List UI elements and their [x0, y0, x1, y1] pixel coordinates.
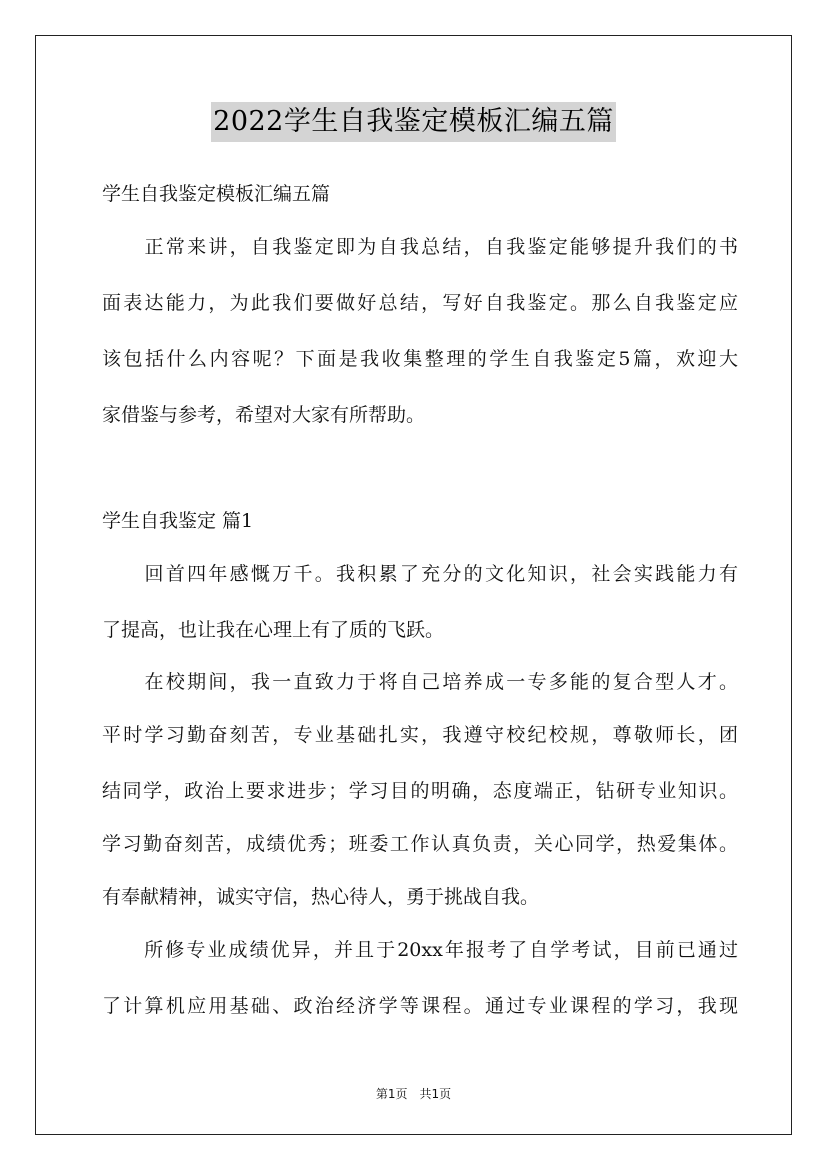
subtitle-line: 学生自我鉴定模板汇编五篇 — [102, 183, 331, 205]
text-line: 平时学习勤奋刻苦，专业基础扎实，我遵守校纪校规，尊敬师长，团 — [102, 724, 738, 746]
document-title: 2022学生自我鉴定模板汇编五篇 — [211, 102, 616, 142]
section-heading: 学生自我鉴定 篇1 — [102, 510, 254, 532]
text-line: 了计算机应用基础、政治经济学等课程。通过专业课程的学习，我现 — [102, 995, 738, 1017]
text-line: 在校期间，我一直致力于将自己培养成一专多能的复合型人才。 — [102, 671, 738, 693]
text-line: 有奉献精神，诚实守信，热心待人，勇于挑战自我。 — [102, 886, 540, 908]
text-line: 该包括什么内容呢？下面是我收集整理的学生自我鉴定5篇，欢迎大 — [102, 348, 738, 370]
text-line: 所修专业成绩优异，并且于20xx年报考了自学考试，目前已通过 — [102, 939, 738, 961]
page-footer — [0, 1085, 827, 1102]
text-line: 家借鉴与参考，希望对大家有所帮助。 — [102, 404, 426, 426]
page-number-label: 第1页 共1页 — [375, 1087, 452, 1101]
text-line: 结同学，政治上要求进步；学习目的明确，态度端正，钻研专业知识。 — [102, 780, 738, 802]
text-line: 了提高，也让我在心理上有了质的飞跃。 — [102, 619, 445, 641]
text-line: 回首四年感慨万千。我积累了充分的文化知识，社会实践能力有 — [102, 563, 738, 585]
text-line: 正常来讲，自我鉴定即为自我总结，自我鉴定能够提升我们的书 — [102, 236, 738, 258]
text-line: 学习勤奋刻苦，成绩优秀；班委工作认真负责，关心同学，热爱集体。 — [102, 833, 738, 855]
text-line: 面表达能力，为此我们要做好总结，写好自我鉴定。那么自我鉴定应 — [102, 292, 738, 314]
title-wrapper — [0, 102, 827, 142]
